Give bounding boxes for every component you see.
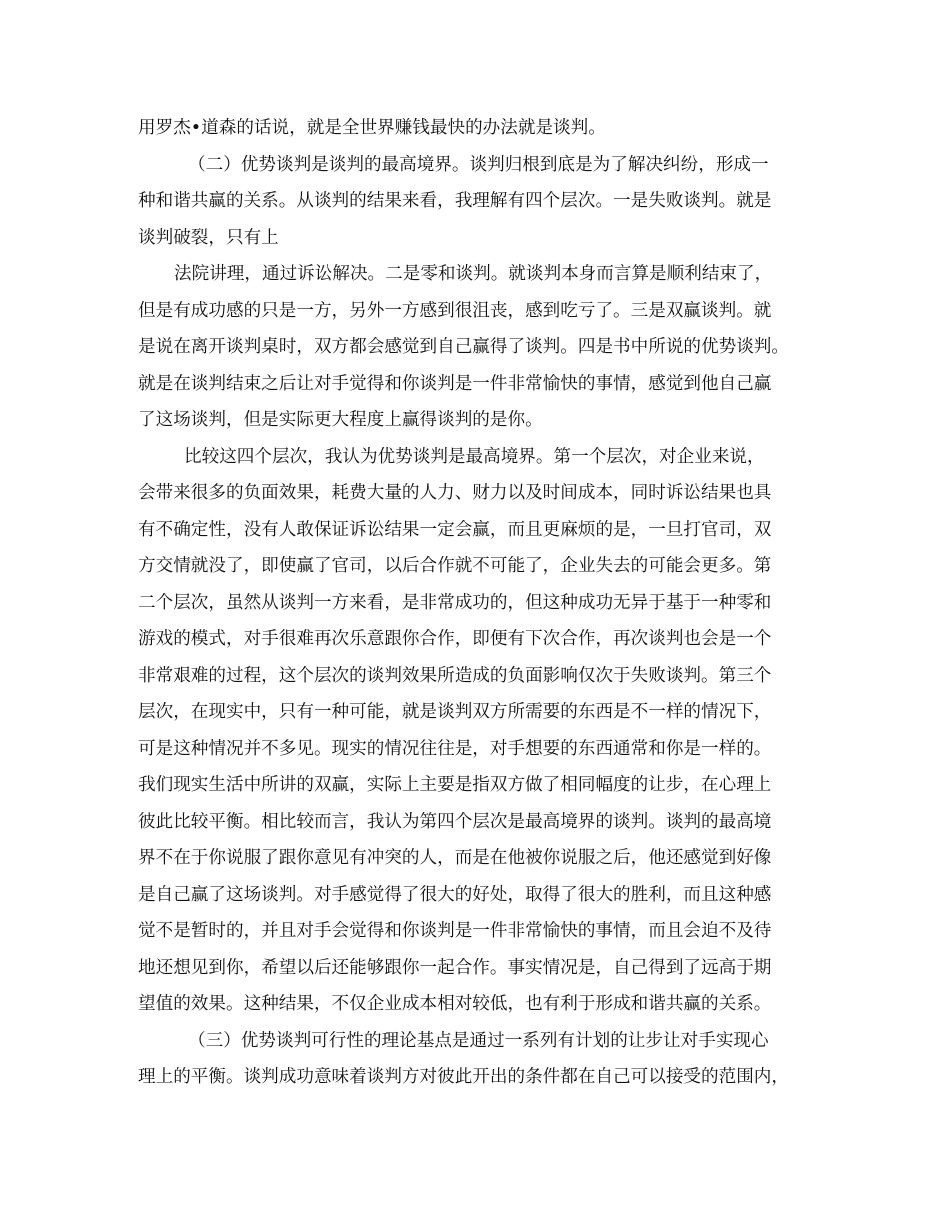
text-line: 彼此比较平衡。相比较而言，我认为第四个层次是最高境界的谈判。谈判的最高境 bbox=[138, 812, 772, 832]
text-line: 方交情就没了，即使赢了官司，以后合作就不可能了，企业失去的可能会更多。第 bbox=[138, 556, 772, 576]
text-line: 我们现实生活中所讲的双赢，实际上主要是指双方做了相同幅度的让步，在心理上 bbox=[138, 775, 772, 795]
text-line: 是说在离开谈判桌时，双方都会感觉到自己赢得了谈判。四是书中所说的优势谈判。 bbox=[138, 337, 789, 357]
text-line: 有不确定性，没有人敢保证诉讼结果一定会赢，而且更麻烦的是，一旦打官司，双 bbox=[138, 520, 772, 540]
text-line: 种和谐共赢的关系。从谈判的结果来看，我理解有四个层次。一是失败谈判。就是 bbox=[138, 191, 772, 211]
text-line: （三）优势谈判可行性的理论基点是通过一系列有计划的让步让对手实现心 bbox=[188, 1031, 769, 1051]
text-line: 觉不是暂时的，并且对手会觉得和你谈判是一件非常愉快的事情，而且会迫不及待 bbox=[138, 921, 772, 941]
text-line: 可是这种情况并不多见。现实的情况往往是，对手想要的东西通常和你是一样的。 bbox=[138, 739, 772, 759]
text-line: 比较这四个层次，我认为优势谈判是最高境界。第一个层次，对企业来说， bbox=[184, 447, 765, 467]
text-line: 会带来很多的负面效果，耗费大量的人力、财力以及时间成本，同时诉讼结果也具 bbox=[138, 483, 772, 503]
text-line: 游戏的模式，对手很难再次乐意跟你合作，即便有下次合作，再次谈判也会是一个 bbox=[138, 629, 772, 649]
text-line: 界不在于你说服了跟你意见有冲突的人，而是在他被你说服之后，他还感觉到好像 bbox=[138, 848, 772, 868]
text-line: 谈判破裂，只有上 bbox=[138, 228, 279, 248]
text-line: 理上的平衡。谈判成功意味着谈判方对彼此开出的条件都在自己可以接受的范围内， bbox=[138, 1067, 789, 1087]
text-line: 层次，在现实中，只有一种可能，就是谈判双方所需要的东西是不一样的情况下， bbox=[138, 702, 772, 722]
text-line: 就是在谈判结束之后让对手觉得和你谈判是一件非常愉快的事情，感觉到他自己赢 bbox=[138, 374, 772, 394]
text-line: 非常艰难的过程，这个层次的谈判效果所造成的负面影响仅次于失败谈判。第三个 bbox=[138, 666, 772, 686]
text-line: 二个层次，虽然从谈判一方来看，是非常成功的，但这种成功无异于基于一种零和 bbox=[138, 593, 772, 613]
text-line: 了这场谈判，但是实际更大程度上赢得谈判的是你。 bbox=[138, 410, 543, 430]
text-line: （二）优势谈判是谈判的最高境界。谈判归根到底是为了解决纠纷，形成一 bbox=[188, 155, 769, 175]
text-line: 但是有成功感的只是一方，另外一方感到很沮丧，感到吃亏了。三是双赢谈判。就 bbox=[138, 301, 772, 321]
text-line: 用罗杰•道森的话说，就是全世界赚钱最快的办法就是谈判。 bbox=[138, 118, 606, 138]
text-line: 法院讲理，通过诉讼解决。二是零和谈判。就谈判本身而言算是顺利结束了， bbox=[174, 264, 773, 284]
text-line: 望值的效果。这种结果，不仅企业成本相对较低，也有利于形成和谐共赢的关系。 bbox=[138, 994, 772, 1014]
text-line: 是自己赢了这场谈判。对手感觉得了很大的好处，取得了很大的胜利，而且这种感 bbox=[138, 885, 772, 905]
text-line: 地还想见到你，希望以后还能够跟你一起合作。事实情况是，自己得到了远高于期 bbox=[138, 958, 772, 978]
